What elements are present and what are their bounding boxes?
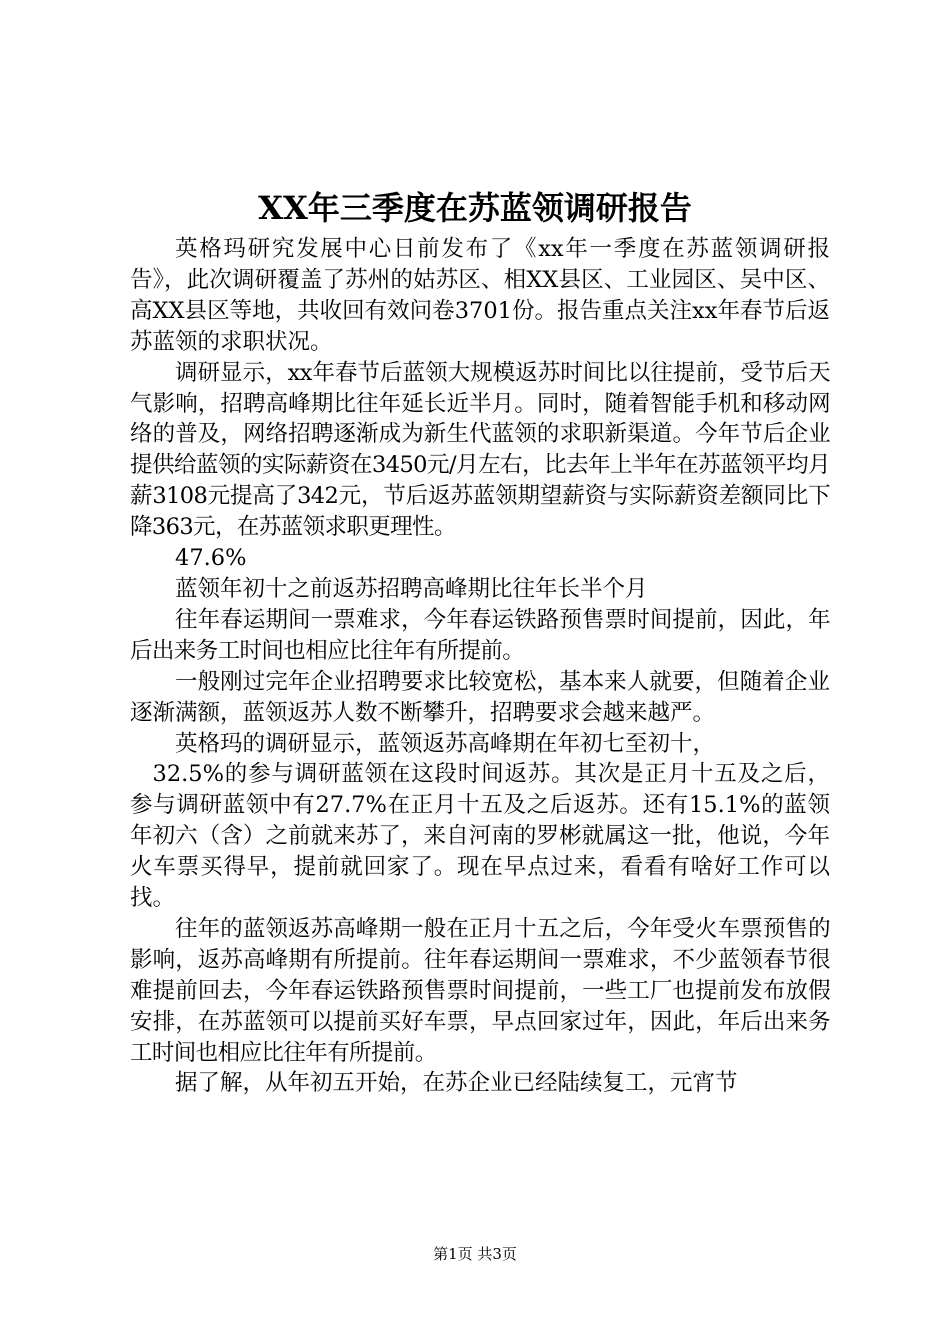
paragraph: 往年春运期间一票难求，今年春运铁路预售票时间提前，因此，年后出来务工时间也相应比往年有所提前。 <box>130 606 830 664</box>
paragraph: 调研显示，xx年春节后蓝领大规模返苏时间比以往提前，受节后天气影响，招聘高峰期比往年延长近半月。同时，随着智能手机和移动网络的普及，网络招聘逐渐成为新生代蓝领的求职新渠道。今年节后企业提供给蓝领的实际薪资在3450元/月左右，比去年上半年在苏蓝领平均月薪3108元提高了342元，节后返苏蓝领期望薪资与实际薪资差额同比下降363元，在苏蓝领求职更理性。 <box>130 359 830 541</box>
paragraph: 一般刚过完年企业招聘要求比较宽松，基本来人就要，但随着企业逐渐满额，蓝领返苏人数不断攀升，招聘要求会越来越严。 <box>130 668 830 726</box>
document-title: XX年三季度在苏蓝领调研报告 <box>258 189 692 227</box>
paragraph: 32.5%的参与调研蓝领在这段时间返苏。其次是正月十五及之后，参与调研蓝领中有27.7%在正月十五及之后返苏。还有15.1%的蓝领年初六（含）之前就来苏了，来自河南的罗彬就属这一批，他说，今年火车票买得早，提前就回家了。现在早点过来，看看有啥好工作可以找。 <box>130 761 830 912</box>
paragraph: 蓝领年初十之前返苏招聘高峰期比往年长半个月 <box>175 575 648 602</box>
paragraph: 英格玛研究发展中心日前发布了《xx年一季度在苏蓝领调研报告》，此次调研覆盖了苏州的姑苏区、相XX县区、工业园区、吴中区、高XX县区等地，共收回有效问卷3701份。报告重点关注xx年春节后返苏蓝领的求职状况。 <box>130 236 830 355</box>
paragraph: 英格玛的调研显示，蓝领返苏高峰期在年初七至初十， <box>175 730 716 757</box>
page-footer: 第1页 共3页 <box>433 1245 517 1263</box>
paragraph: 往年的蓝领返苏高峰期一般在正月十五之后，今年受火车票预售的影响，返苏高峰期有所提前。往年春运期间一票难求，不少蓝领春节很难提前回去，今年春运铁路预售票时间提前，一些工厂也提前发布放假安排，在苏蓝领可以提前买好车票，早点回家过年，因此，年后出来务工时间也相应比往年有所提前。 <box>130 915 830 1066</box>
paragraph: 47.6% <box>175 545 247 572</box>
paragraph: 据了解，从年初五开始，在苏企业已经陆续复工，元宵节 <box>175 1070 738 1097</box>
document-body <box>130 234 830 1099</box>
